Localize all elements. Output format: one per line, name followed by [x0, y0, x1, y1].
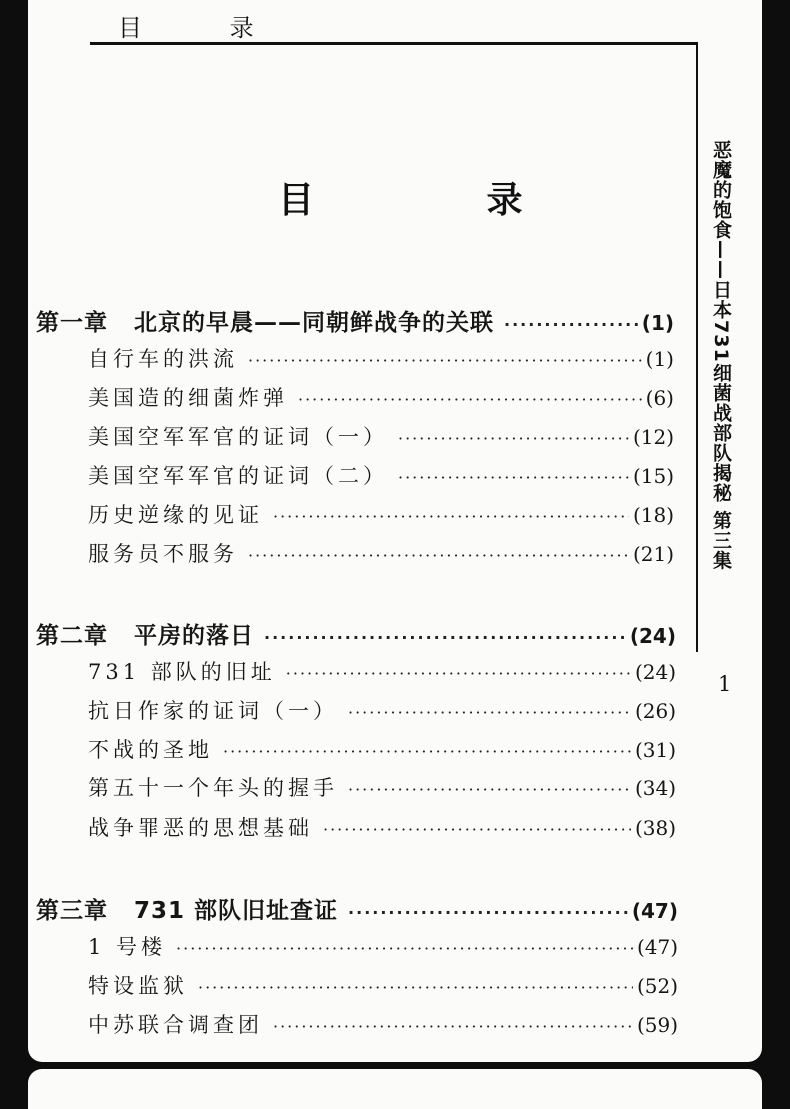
section-title: 服务员不服务 — [88, 542, 238, 566]
section-page: (47) — [636, 935, 678, 959]
toc-section[interactable] — [88, 1009, 678, 1039]
leader-dots — [248, 546, 629, 565]
toc-chapter-3[interactable] — [36, 892, 678, 925]
leader-dots — [298, 390, 642, 409]
toc-section[interactable] — [88, 970, 678, 1000]
section-title: 战争罪恶的思想基础 — [88, 816, 313, 840]
section-title: 历史逆缘的见证 — [88, 503, 263, 527]
toc-section[interactable] — [88, 499, 674, 529]
section-title: 1 号楼 — [88, 935, 167, 959]
section-page: (1) — [645, 347, 674, 371]
section-title: 第五十一个年头的握手 — [88, 776, 338, 800]
toc-section[interactable] — [88, 695, 676, 725]
section-title: 中苏联合调查团 — [88, 1013, 263, 1037]
toc-title: 目 录 — [278, 180, 603, 221]
table-of-contents — [28, 0, 762, 1062]
section-page: (34) — [634, 776, 676, 800]
toc-section[interactable] — [88, 421, 674, 451]
section-title: 美国空军军官的证词（二） — [88, 464, 388, 488]
toc-section[interactable] — [88, 931, 678, 961]
leader-dots — [264, 628, 626, 647]
leader-dots — [348, 703, 631, 722]
section-page: (6) — [645, 386, 674, 410]
section-page: (26) — [634, 699, 676, 723]
toc-section[interactable] — [88, 343, 674, 373]
section-page: (15) — [632, 464, 674, 488]
section-title: 美国空军军官的证词（一） — [88, 425, 388, 449]
section-page: (21) — [632, 542, 674, 566]
section-page: (38) — [634, 816, 676, 840]
leader-dots — [176, 939, 633, 958]
chapter-page: (1) — [641, 311, 674, 335]
leader-dots — [248, 351, 642, 370]
running-head: 目 录 — [118, 14, 294, 42]
leader-dots — [323, 820, 631, 839]
chapter-page: (24) — [629, 624, 676, 648]
toc-chapter-2[interactable] — [36, 617, 676, 650]
side-book-title: 恶魔的饱食——日本731细菌战部队揭秘 第三集 — [710, 140, 732, 571]
section-page: (12) — [632, 425, 674, 449]
chapter-number: 第三章 — [36, 898, 108, 924]
section-title: 731 部队的旧址 — [88, 660, 276, 684]
page-number: 1 — [718, 672, 732, 696]
section-page: (24) — [634, 660, 676, 684]
chapter-title: 北京的早晨——同朝鲜战争的关联 — [134, 310, 494, 336]
toc-section[interactable] — [88, 460, 674, 490]
chapter-title: 平房的落日 — [134, 623, 254, 649]
leader-dots — [348, 780, 631, 799]
toc-section[interactable] — [88, 382, 674, 412]
leader-dots — [398, 468, 629, 487]
chapter-title: 731 部队旧址查证 — [134, 898, 339, 924]
chapter-page: (47) — [631, 899, 678, 923]
book-page — [28, 0, 762, 1062]
section-title: 美国造的细菌炸弹 — [88, 386, 288, 410]
chapter-number: 第二章 — [36, 623, 108, 649]
toc-section[interactable] — [88, 656, 676, 686]
leader-dots — [198, 978, 633, 997]
leader-dots — [273, 507, 629, 526]
chapter-number: 第一章 — [36, 310, 108, 336]
section-title: 自行车的洪流 — [88, 347, 238, 371]
section-page: (52) — [636, 974, 678, 998]
toc-section[interactable] — [88, 772, 676, 802]
section-title: 抗日作家的证词（一） — [88, 699, 338, 723]
toc-section[interactable] — [88, 538, 674, 568]
toc-section[interactable] — [88, 812, 676, 842]
section-page: (59) — [636, 1013, 678, 1037]
section-title: 不战的圣地 — [88, 738, 213, 762]
leader-dots — [223, 742, 631, 761]
leader-dots — [398, 429, 629, 448]
toc-section[interactable] — [88, 734, 676, 764]
toc-chapter-1[interactable] — [36, 304, 674, 337]
leader-dots — [286, 664, 631, 683]
next-page-edge — [28, 1069, 762, 1109]
section-title: 特设监狱 — [88, 974, 188, 998]
leader-dots — [273, 1017, 633, 1036]
leader-dots — [504, 315, 638, 334]
section-page: (18) — [632, 503, 674, 527]
section-page: (31) — [634, 738, 676, 762]
leader-dots — [348, 903, 628, 922]
